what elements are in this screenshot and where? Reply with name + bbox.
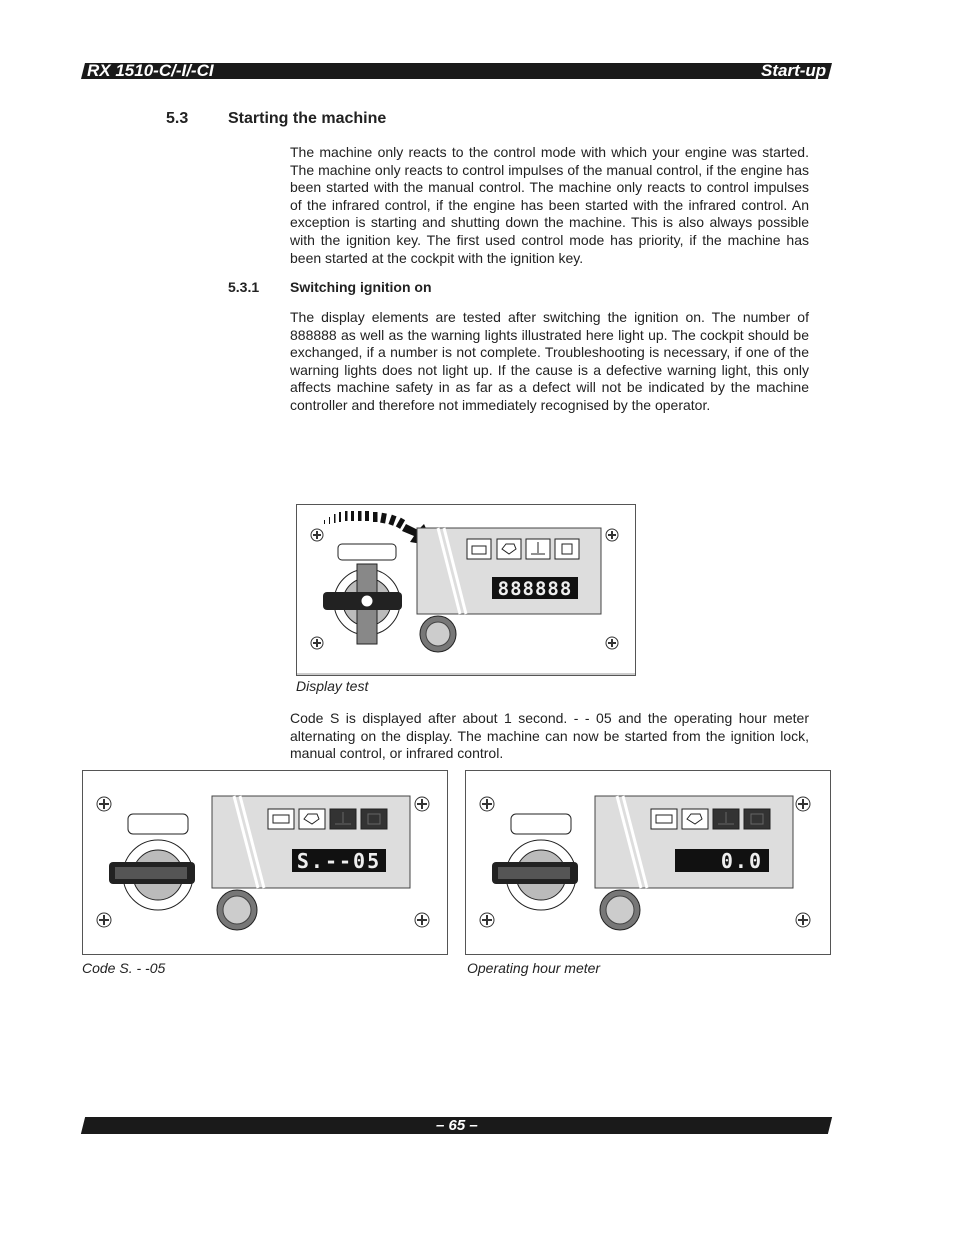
- section-title: Start-up: [760, 61, 826, 80]
- figure-caption-hour-meter: Operating hour meter: [467, 960, 601, 976]
- digital-readout: S.--05: [296, 849, 382, 873]
- document-title: RX 1510-C/-I/-CI: [87, 61, 214, 80]
- footer-bar: [81, 1117, 832, 1134]
- code-s-figure: [82, 770, 448, 955]
- section-number: 5.3: [166, 110, 189, 127]
- screw-icon: [97, 913, 111, 927]
- air-filter-icon: [361, 809, 387, 829]
- screw-icon: [97, 797, 111, 811]
- subsection-heading: Switching ignition on: [290, 279, 432, 295]
- digital-readout: 0.0: [720, 849, 763, 873]
- screw-icon: [311, 529, 323, 541]
- screw-icon: [606, 637, 618, 649]
- hour-meter-figure: [465, 770, 831, 955]
- screw-icon: [415, 913, 429, 927]
- air-filter-icon: [555, 539, 579, 559]
- stop-button: [217, 890, 257, 930]
- battery-icon: [268, 809, 294, 829]
- screw-icon: [606, 529, 618, 541]
- screw-icon: [311, 637, 323, 649]
- figure-caption-code-s: Code S. - -05: [82, 960, 166, 976]
- coolant-temperature-icon: [330, 809, 356, 829]
- screw-icon: [796, 797, 810, 811]
- figure-caption-display-test: Display test: [296, 678, 369, 694]
- stop-button: [420, 616, 456, 652]
- oil-pressure-icon: [682, 809, 708, 829]
- section-heading: Starting the machine: [228, 110, 387, 127]
- air-filter-icon: [744, 809, 770, 829]
- display-test-paragraph: The display elements are tested after switching the ignition on. The number of 888888 as well as the warning lights illustrated here light up. The cockpit should be exchanged, if a number is not complete. Troubleshooting is necessary, if one of the warning lights does not light up. If the cause is a defective warning light, this only affects machine safety in as far as a defect will not be indicated by the machine controller and therefore not immediately recognised by the operator.: [290, 309, 809, 413]
- screw-icon: [796, 913, 810, 927]
- header-bar: [81, 63, 832, 79]
- screw-icon: [415, 797, 429, 811]
- page-number: – 65 –: [435, 1117, 478, 1134]
- digital-readout: 888888: [497, 578, 573, 600]
- screw-icon: [480, 797, 494, 811]
- stop-button: [600, 890, 640, 930]
- screw-icon: [480, 913, 494, 927]
- battery-icon: [467, 539, 491, 559]
- battery-icon: [651, 809, 677, 829]
- oil-pressure-icon: [299, 809, 325, 829]
- code-paragraph: Code S is displayed after about 1 second. - - 05 and the operating hour meter alternating on the display. The machine can now be started from the ignition lock, manual control, or infrared control.: [290, 710, 809, 762]
- display-test-figure: [296, 504, 636, 676]
- subsection-number: 5.3.1: [228, 279, 260, 295]
- oil-pressure-icon: [497, 539, 521, 559]
- coolant-temperature-icon: [713, 809, 739, 829]
- intro-paragraph: The machine only reacts to the control mode with which your engine was started. The machine only reacts to control impulses of the manual control, if the engine has been started with the manual control. The machine only reacts to control impulses of the infrared control, if the engine has been started with the infrared control. An exception is starting and shutting down the machine. This is also always possible with the ignition key. The first used control mode has priority, if the machine has been started at the cockpit with the ignition key.: [290, 144, 809, 266]
- coolant-temperature-icon: [526, 539, 550, 559]
